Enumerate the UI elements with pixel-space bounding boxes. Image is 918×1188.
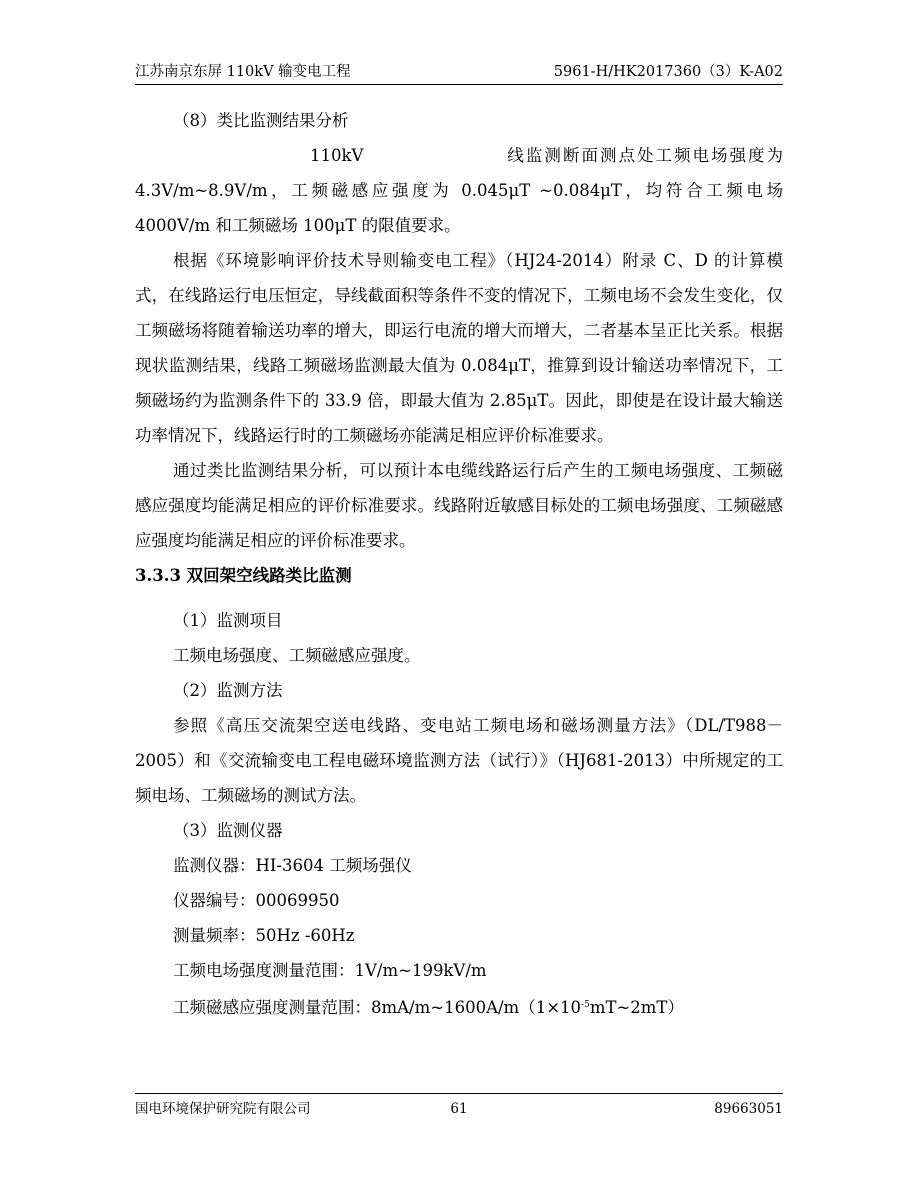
item-3-heading: （3）监测仪器 (173, 821, 283, 840)
section-8-paragraph-3: 通过类比监测结果分析，可以预计本电缆线路运行后产生的工频电场强度、工频磁感应强度均能满足相应的评价标准要求。线路附近敏感目标处的工频电场强度、工频磁感应强度均能满足相应的评价标准要求。 (135, 461, 783, 550)
footer-company: 国电环境保护研究院有限公司 (135, 1101, 311, 1117)
electric-field-range: 工频电场强度测量范围：1V/m~199kV/m (173, 961, 487, 980)
magnetic-induction-range: 工频磁感应强度测量范围：$8mA/m\sim 1600A/m(1\times 10^{-5}mT\sim 2mT)$ (173, 998, 684, 1017)
instrument-name: 监测仪器：HI-3604 工频场强仪 (173, 856, 412, 875)
item-1-text: 工频电场强度、工频磁感应强度。 (173, 646, 421, 665)
page-header (135, 62, 783, 85)
page-body (135, 103, 783, 1025)
exponent: -5 (581, 1000, 590, 1010)
footer-code: 89663051 (714, 1101, 783, 1117)
section-8-paragraph-2: 根据《环境影响评价技术导则输变电工程》（HJ24-2014）附录 C、D 的计算模式，在线路运行电压恒定，导线截面积等条件不变的情况下，工频电场不会发生变化，仅工频磁场将随着输送功率的增大，即运行电流的增大而增大，二者基本呈正比关系。根据现状监测结果，线路工频磁场监测最大值为 0.084μT，推算到设计输送功率情况下，工频磁场约为监测条件下的 33.9 倍，即最大值为 2.85μT。因此，即使是在设计最大输送功率情况下，线路运行时的工频磁场亦能满足相应评价标准要求。 (135, 251, 783, 445)
measure-frequency: 测量频率：50Hz -60Hz (173, 926, 355, 945)
section-8-heading: （8）类比监测结果分析 (173, 111, 349, 130)
page-footer (135, 1093, 783, 1122)
item-1-heading: （1）监测项目 (173, 611, 283, 630)
header-doc-number: 5961-H/HK2017360（3）K-A02 (553, 64, 783, 80)
item-2-heading: （2）监测方法 (173, 681, 283, 700)
section-333-title: 3.3.3 双回架空线路类比监测 (135, 566, 352, 585)
item-2-text: 参照《高压交流架空送电线路、变电站工频电场和磁场测量方法》（DL/T988－2005）和《交流输变电工程电磁环境监测方法（试行）》（HJ681-2013）中所规定的工频电场、工频磁场的测试方法。 (135, 716, 783, 805)
voltage-label: 110kV (310, 146, 364, 165)
paragraph-1-text: 线监测断面测点处工频电场强度为 4.3V/m~8.9V/m，工频磁感应强度为 0.045μT ~0.084μT，均符合工频电场 4000V/m 和工频磁场 100μT 的限值要求。 (135, 146, 783, 235)
section-8-paragraph-1 (135, 138, 783, 243)
header-project-title: 江苏南京东屏 110kV 输变电工程 (135, 64, 351, 80)
instrument-serial: 仪器编号：00069950 (173, 891, 340, 910)
page-number: 61 (450, 1101, 468, 1117)
